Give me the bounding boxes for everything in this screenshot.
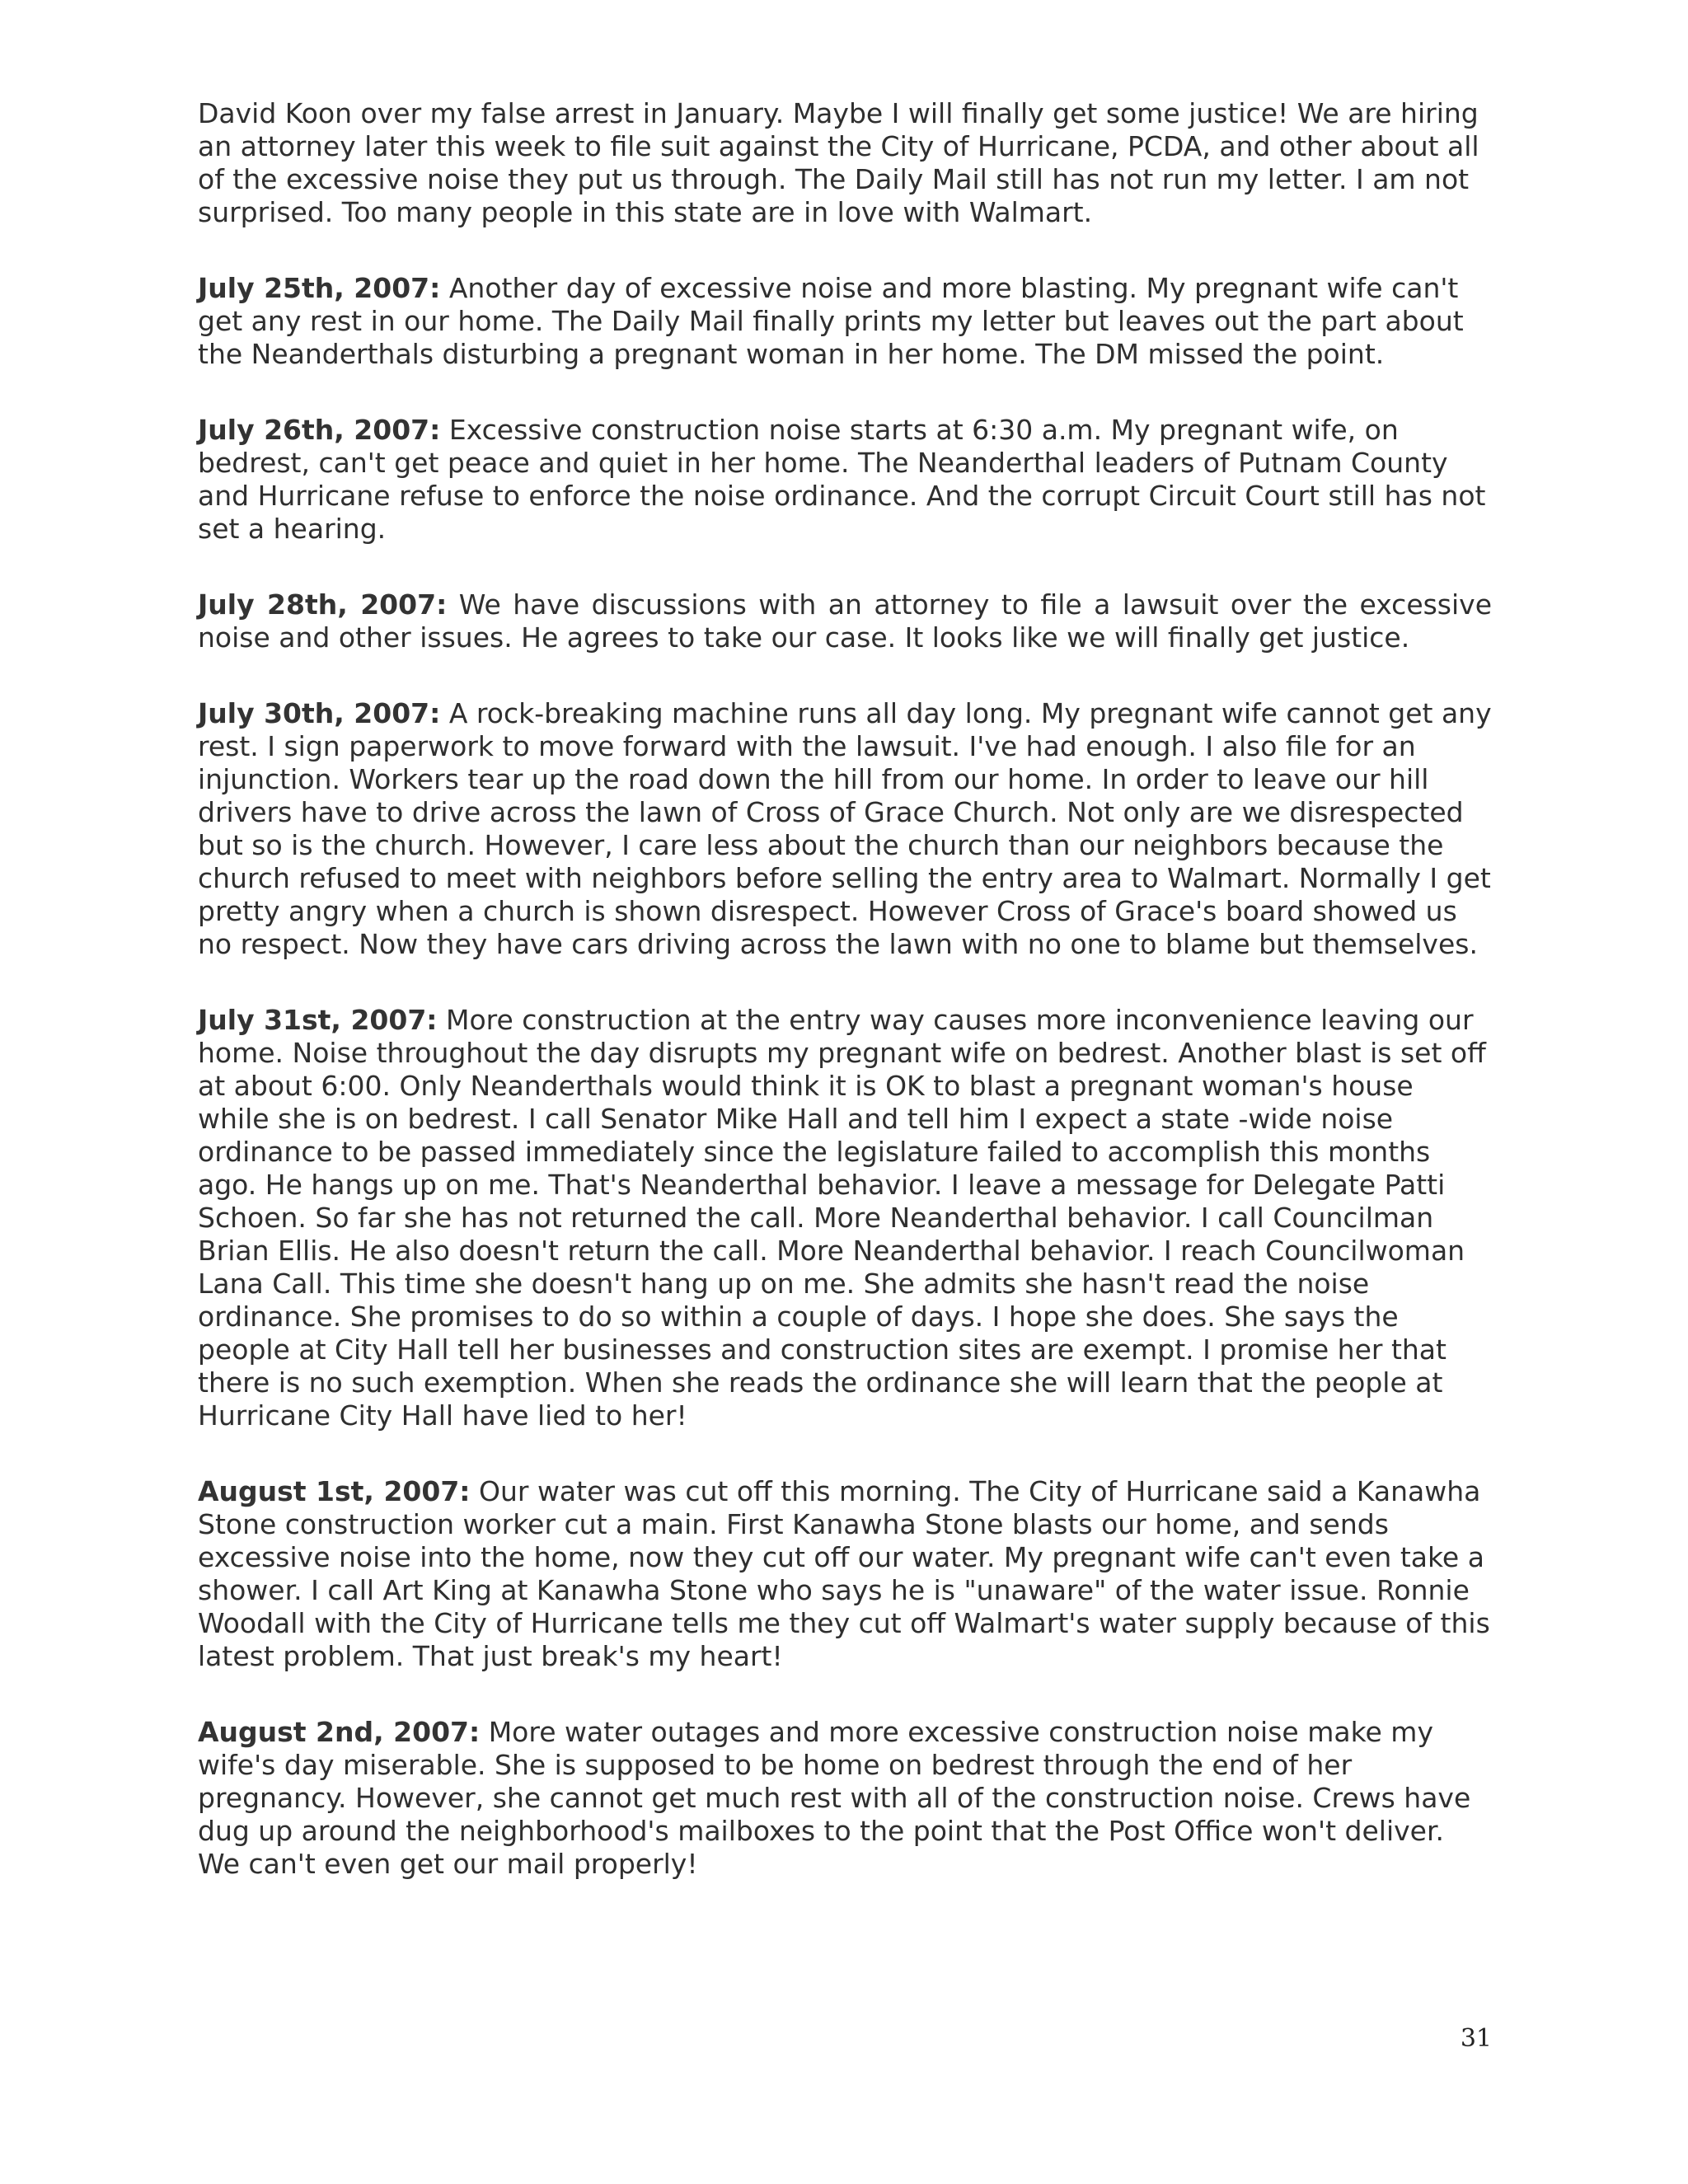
entry-date: August 2nd, 2007: [198,1716,481,1748]
journal-entry-july-25 [198,272,1492,371]
entry-date: July 28th, 2007: [198,588,448,621]
entry-text: Another day of excessive noise and more blasting. My pregnant wife can't get any rest in our home. The Daily Mail finally prints my letter but leaves out the part about the Neanderthals disturbing a pregnant woman in her home. The DM missed the point. [198,272,1464,370]
journal-entry-july-26 [198,414,1492,546]
entry-date: July 26th, 2007: [198,414,441,446]
entry-date: July 31st, 2007: [198,1004,438,1036]
entry-text: More construction at the entry way causes more inconvenience leaving our home. Noise throughout the day disrupts my pregnant wife on bedrest. Another blast is set off at about 6:00. Only Neanderthals would think it is OK to blast a pregnant woman's house while she is on bedrest. I call Senator Mike Hall and tell him I expect a state -wide noise ordinance to be passed immediately since the legislature failed to accomplish this months ago. He hangs up on me. That's Neanderthal behavior. I leave a message for Delegate Patti Schoen. So far she has not returned the call. More Neanderthal behavior. I call Councilman Brian Ellis. He also doesn't return the call. More Neanderthal behavior. I reach Councilwoman Lana Call. This time she doesn't hang up on me. She admits she hasn't read the noise ordinance. She promises to do so within a couple of days. I hope she does. She says the people at City Hall tell her businesses and construction sites are exempt. I promise her that there is no such exemption. When she reads the ordinance she will learn that the people at Hurricane City Hall have lied to her! [198,1004,1486,1432]
page-body [198,97,1492,1924]
entry-text: A rock-breaking machine runs all day long. My pregnant wife cannot get any rest. I sign paperwork to move forward with the lawsuit. I've had enough. I also file for an injunction. Workers tear up the road down the hill from our home. In order to leave our hill drivers have to drive across the lawn of Cross of Grace Church. Not only are we disrespected but so is the church. However, I care less about the church than our neighbors because the church refused to meet with neighbors before selling the entry area to Walmart. Normally I get pretty angry when a church is shown disrespect. However Cross of Grace's board showed us no respect. Now they have cars driving across the lawn with no one to blame but themselves. [198,697,1492,960]
intro-text: David Koon over my false arrest in January. Maybe I will finally get some justice! We are hiring an attorney later this week to file suit against the City of Hurricane, PCDA, and other about all of the excessive noise they put us through. The Daily Mail still has not run my letter. I am not surprised. Too many people in this state are in love with Walmart. [198,97,1479,228]
journal-entry-august-2 [198,1716,1492,1881]
entry-date: August 1st, 2007: [198,1475,471,1507]
journal-entry-july-30 [198,697,1492,961]
journal-entry-july-28 [198,588,1492,654]
journal-entry-august-1 [198,1475,1492,1673]
entry-text: We have discussions with an attorney to file a lawsuit over the excessive noise and other issues. He agrees to take our case. It looks like we will finally get justice. [198,588,1493,654]
page-number: 31 [1460,2024,1492,2053]
entry-text: More water outages and more excessive construction noise make my wife's day miserable. She is supposed to be home on bedrest through the end of her pregnancy. However, she cannot get much rest with all of the construction noise. Crews have dug up around the neighborhood's mailboxes to the point that the Post Office won't deliver. We can't even get our mail properly! [198,1716,1471,1880]
entry-text: Our water was cut off this morning. The City of Hurricane said a Kanawha Stone construction worker cut a main. First Kanawha Stone blasts our home, and sends excessive noise into the home, now they cut off our water. My pregnant wife can't even take a shower. I call Art King at Kanawha Stone who says he is "unaware" of the water issue. Ronnie Woodall with the City of Hurricane tells me they cut off Walmart's water supply because of this latest problem. That just break's my heart! [198,1475,1490,1672]
entry-text: Excessive construction noise starts at 6:30 a.m. My pregnant wife, on bedrest, can't get peace and quiet in her home. The Neanderthal leaders of Putnam County and Hurricane refuse to enforce the noise ordinance. And the corrupt Circuit Court still has not set a hearing. [198,414,1486,545]
entry-date: July 30th, 2007: [198,697,441,729]
intro-paragraph [198,97,1492,229]
journal-entry-july-31 [198,1004,1492,1432]
entry-date: July 25th, 2007: [198,272,441,304]
